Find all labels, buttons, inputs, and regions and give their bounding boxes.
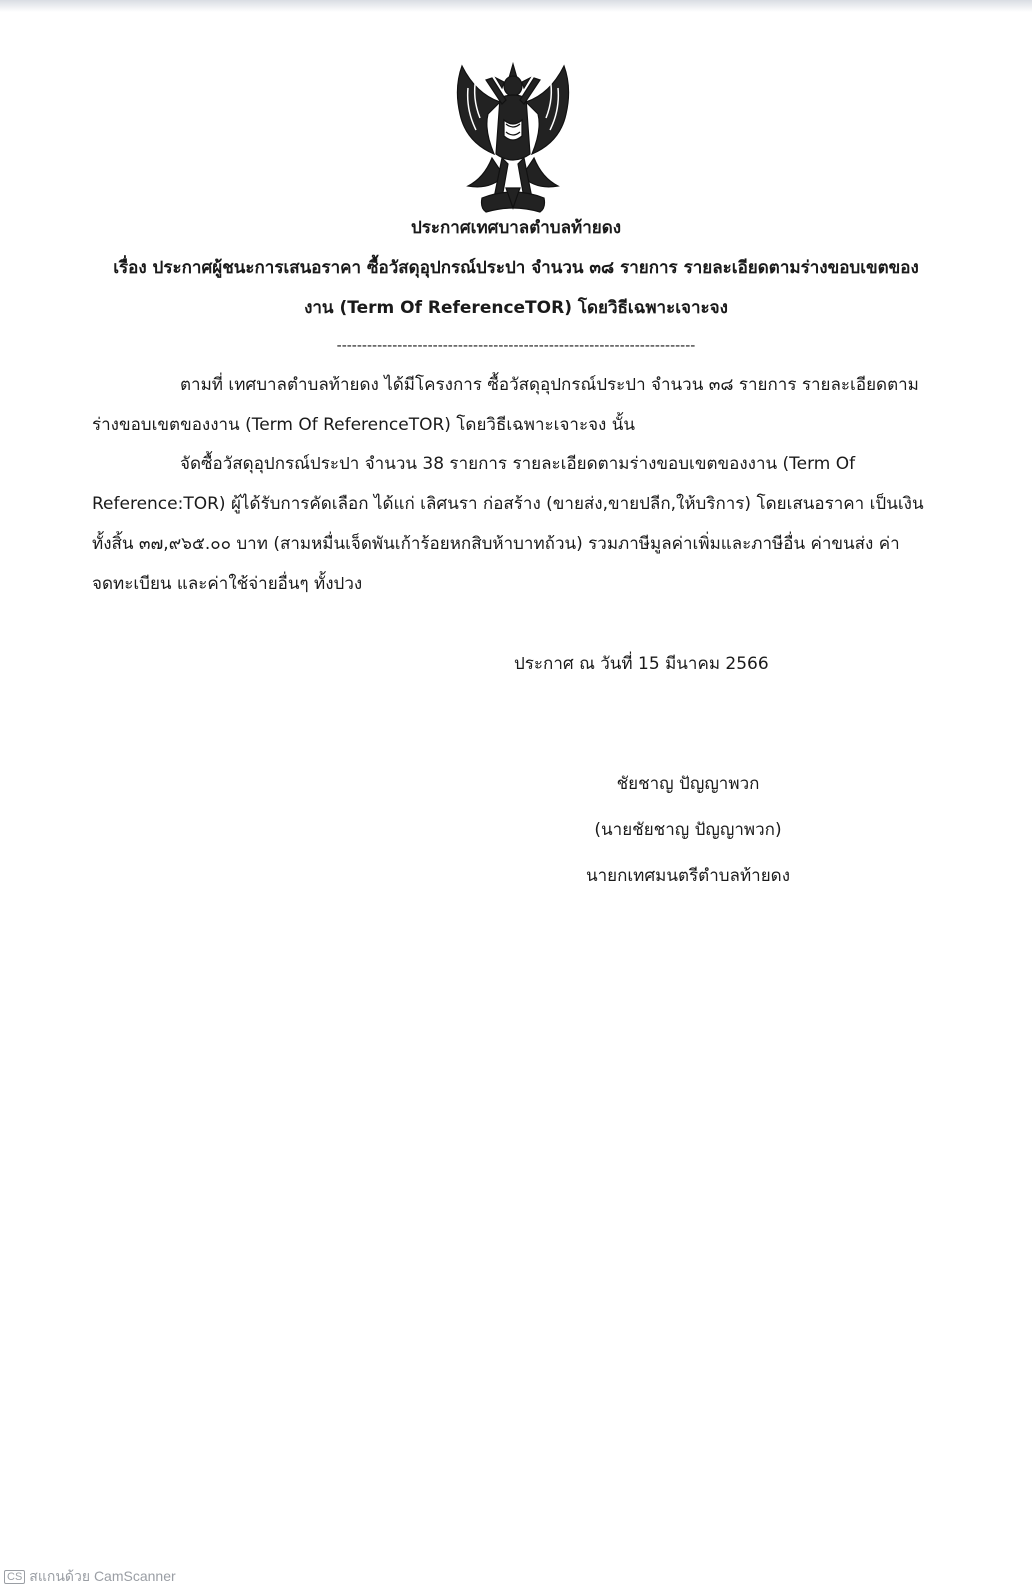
watermark-text: สแกนด้วย CamScanner [29,1568,176,1584]
garuda-emblem-icon [446,58,580,218]
signer-printed-name: (นายชัยชาญ ปัญญาพวก) [594,820,782,840]
body-paragraph-2-line: Reference:TOR) ผู้ได้รับการคัดเลือก ได้แก่ เลิศนรา ก่อสร้าง (ขายส่ง,ขายปลีก,ให้บริการ) โดยเสนอราคา เป็นเงิน [92,494,924,514]
separator: ----------------------------------------------------------------------- [336,338,696,354]
signer-position: นายกเทศมนตรีตำบลท้ายดง [585,866,791,886]
subject-line: เรื่อง ประกาศผู้ชนะการเสนอราคา ซื้อวัสดุอุปกรณ์ประปา จำนวน ๓๘ รายการ รายละเอียดตามร่างขอบเขตของ [113,258,919,278]
subject-line-continued: งาน (Term Of ReferenceTOR) โดยวิธีเฉพาะเจาะจง [304,298,728,318]
body-paragraph-1-line: ร่างขอบเขตของงาน (Term Of ReferenceTOR) โดยวิธีเฉพาะเจาะจง นั้น [92,415,635,435]
scanner-watermark [4,1566,176,1588]
camscanner-logo-icon: CS [4,1570,25,1584]
body-paragraph-2-line: จัดซื้อวัสดุอุปกรณ์ประปา จำนวน 38 รายการ รายละเอียดตามร่างขอบเขตของงาน (Term Of [180,454,856,474]
body-paragraph-2-line: ทั้งสิ้น ๓๗,๙๖๕.๐๐ บาท (สามหมื่นเจ็ดพันเก้าร้อยหกสิบห้าบาทถ้วน) รวมภาษีมูลค่าเพิ่มและภาษีอื่น ค่าขนส่ง ค่า [92,534,900,554]
scan-edge [0,0,1032,12]
body-paragraph-1-line: ตามที่ เทศบาลตำบลท้ายดง ได้มีโครงการ ซื้อวัสดุอุปกรณ์ประปา จำนวน ๓๘ รายการ รายละเอียดตาม [180,375,919,395]
announcement-date: ประกาศ ณ วันที่ 15 มีนาคม 2566 [514,654,769,674]
document-title: ประกาศเทศบาลตำบลท้ายดง [410,218,622,238]
body-paragraph-2-line: จดทะเบียน และค่าใช้จ่ายอื่นๆ ทั้งปวง [92,574,363,594]
signature-name: ชัยชาญ ปัญญาพวก [616,774,760,794]
